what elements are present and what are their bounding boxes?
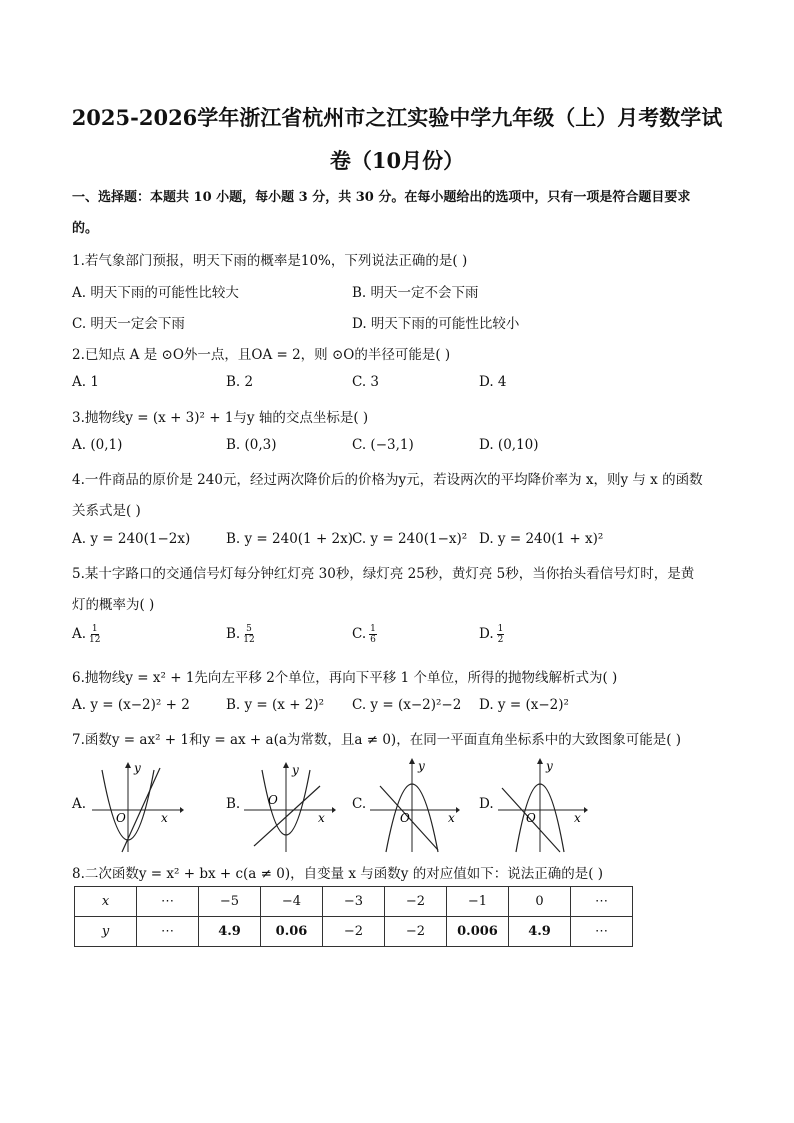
q7-graph-b — [240, 760, 336, 856]
origin-label: O — [526, 811, 536, 825]
table-cell: ⋯ — [571, 887, 633, 917]
q5-option-d-fraction — [497, 624, 505, 645]
q4-stem-line2: 关系式是( ) — [72, 503, 141, 519]
q4-option-b: B. y = 240(1 + 2x) — [226, 531, 354, 547]
q6-option-c: C. y = (x−2)²−2 — [352, 697, 462, 713]
q8-stem: 8.二次函数y = x² + bx + c(a ≠ 0)，自变量 x 与函数y 的对应值如下：说法正确的是( ) — [72, 866, 604, 882]
table-cell: 4.9 — [509, 917, 571, 947]
table-cell: ⋯ — [571, 917, 633, 947]
q5-option-b-denominator: 12 — [243, 635, 255, 645]
x-axis-label: x — [161, 811, 168, 825]
x-axis-arrow — [584, 807, 588, 813]
q7-option-a-label: A. — [72, 796, 87, 812]
q5-option-b-fraction — [243, 624, 254, 645]
q5-option-d-label: D. — [479, 626, 494, 642]
x-axis-label: x — [318, 811, 325, 825]
q5-option-d-denominator: 2 — [497, 635, 504, 645]
table-cell: −5 — [199, 887, 261, 917]
y-axis-arrow — [125, 762, 131, 768]
table-cell: y — [75, 917, 137, 947]
q2-option-a: A. 1 — [72, 374, 99, 390]
table-row — [75, 887, 633, 917]
q5-option-c-denominator: 6 — [370, 635, 376, 645]
table-cell: −2 — [385, 917, 447, 947]
q5-option-a-numerator: 1 — [91, 624, 98, 634]
q5-option-d-numerator: 1 — [497, 624, 504, 634]
q1-option-d: D. 明天下雨的可能性比较小 — [352, 316, 520, 332]
q5-option-d — [479, 624, 504, 645]
q2-option-c: C. 3 — [352, 374, 380, 390]
q5-option-c-label: C. — [352, 626, 367, 642]
q5-option-a-label: A. — [72, 626, 87, 642]
table-cell: −3 — [323, 887, 385, 917]
q7-option-c-label: C. — [352, 796, 367, 812]
q1-option-c: C. 明天一定会下雨 — [72, 316, 185, 332]
table-cell: −4 — [261, 887, 323, 917]
table-cell: ⋯ — [137, 917, 199, 947]
q5-option-a-fraction — [89, 624, 100, 645]
origin-label: O — [116, 811, 126, 825]
y-axis-arrow — [283, 762, 289, 768]
q6-option-b: B. y = (x + 2)² — [226, 697, 325, 713]
table-cell: x — [75, 887, 137, 917]
q3-option-c: C. (−3,1) — [352, 437, 414, 453]
q3-stem: 3.抛物线y = (x + 3)² + 1与y 轴的交点坐标是( ) — [72, 410, 369, 426]
q3-option-b: B. (0,3) — [226, 437, 277, 453]
q5-option-b — [226, 624, 255, 645]
table-cell: 4.9 — [199, 917, 261, 947]
q5-option-a — [72, 624, 101, 645]
q6-option-a: A. y = (x−2)² + 2 — [72, 697, 190, 713]
q1-option-b: B. 明天一定不会下雨 — [352, 285, 479, 301]
q7-option-b-label: B. — [226, 796, 241, 812]
q3-option-a: A. (0,1) — [72, 437, 123, 453]
q5-option-b-numerator: 5 — [246, 624, 252, 634]
q4-option-a: A. y = 240(1−2x) — [72, 531, 191, 547]
q5-option-c — [352, 624, 377, 645]
table-cell: −2 — [323, 917, 385, 947]
x-axis-label: x — [448, 811, 455, 825]
q5-option-b-label: B. — [226, 626, 241, 642]
y-axis-arrow — [409, 758, 415, 764]
table-cell: −2 — [385, 887, 447, 917]
y-axis-label: y — [292, 763, 299, 777]
origin-label: O — [400, 811, 410, 825]
section-instructions-line1: 一、选择题：本题共 10 小题，每小题 3 分，共 30 分。在每小题给出的选项中，只有一项是符合题目要求 — [72, 190, 691, 205]
q1-stem: 1.若气象部门预报，明天下雨的概率是10%，下列说法正确的是( ) — [72, 253, 468, 269]
q4-option-c: C. y = 240(1−x)² — [352, 531, 468, 547]
origin-label: O — [268, 793, 278, 807]
q7-graph-d — [494, 756, 590, 856]
q3-option-d: D. (0,10) — [479, 437, 539, 453]
x-axis-arrow — [332, 807, 336, 813]
x-axis-arrow — [180, 807, 184, 813]
q6-option-d: D. y = (x−2)² — [479, 697, 569, 713]
table-cell: 0.006 — [447, 917, 509, 947]
q2-stem: 2.已知点 A 是 ⊙O外一点，且OA = 2，则 ⊙O的半径可能是( ) — [72, 347, 451, 363]
q4-stem-line1: 4.一件商品的原价是 240元，经过两次降价后的价格为y元，若设两次的平均降价率为 x，则y 与 x 的函数 — [72, 472, 703, 488]
y-axis-label: y — [418, 759, 425, 773]
q5-stem-line2: 灯的概率为( ) — [72, 597, 155, 613]
y-axis-label: y — [546, 759, 553, 773]
table-cell: ⋯ — [137, 887, 199, 917]
q5-option-c-numerator: 1 — [370, 624, 376, 634]
q8-value-table — [74, 886, 633, 947]
q5-option-c-fraction — [369, 624, 377, 645]
q6-stem: 6.抛物线y = x² + 1先向左平移 2个单位，再向下平移 1 个单位，所得的抛物线解析式为( ) — [72, 670, 618, 686]
y-axis-label: y — [134, 761, 141, 775]
q7-graph-c — [366, 756, 462, 856]
q7-stem: 7.函数y = ax² + 1和y = ax + a(a为常数，且a ≠ 0)，在同一平面直角坐标系中的大致图象可能是( ) — [72, 732, 682, 748]
x-axis-label: x — [574, 811, 581, 825]
table-cell: 0 — [509, 887, 571, 917]
q4-option-d: D. y = 240(1 + x)² — [479, 531, 604, 547]
y-axis-arrow — [537, 758, 543, 764]
q7-graph-a — [88, 760, 184, 856]
q7-option-d-label: D. — [479, 796, 494, 812]
table-row — [75, 917, 633, 947]
table-cell: −1 — [447, 887, 509, 917]
exam-title-line1: 2025-2026学年浙江省杭州市之江实验中学九年级（上）月考数学试 — [71, 105, 723, 130]
section-instructions-line2: 的。 — [72, 221, 99, 236]
straight-line — [254, 786, 320, 846]
q5-stem-line1: 5.某十字路口的交通信号灯每分钟红灯亮 30秒，绿灯亮 25秒，黄灯亮 5秒，当你抬头看信号灯时，是黄 — [72, 566, 695, 582]
q5-option-a-denominator: 12 — [89, 635, 101, 645]
table-cell: 0.06 — [261, 917, 323, 947]
q2-option-d: D. 4 — [479, 374, 507, 390]
x-axis-arrow — [456, 807, 460, 813]
q2-option-b: B. 2 — [226, 374, 254, 390]
q1-option-a: A. 明天下雨的可能性比较大 — [72, 285, 239, 301]
exam-title-line2: 卷（10月份） — [329, 148, 465, 173]
